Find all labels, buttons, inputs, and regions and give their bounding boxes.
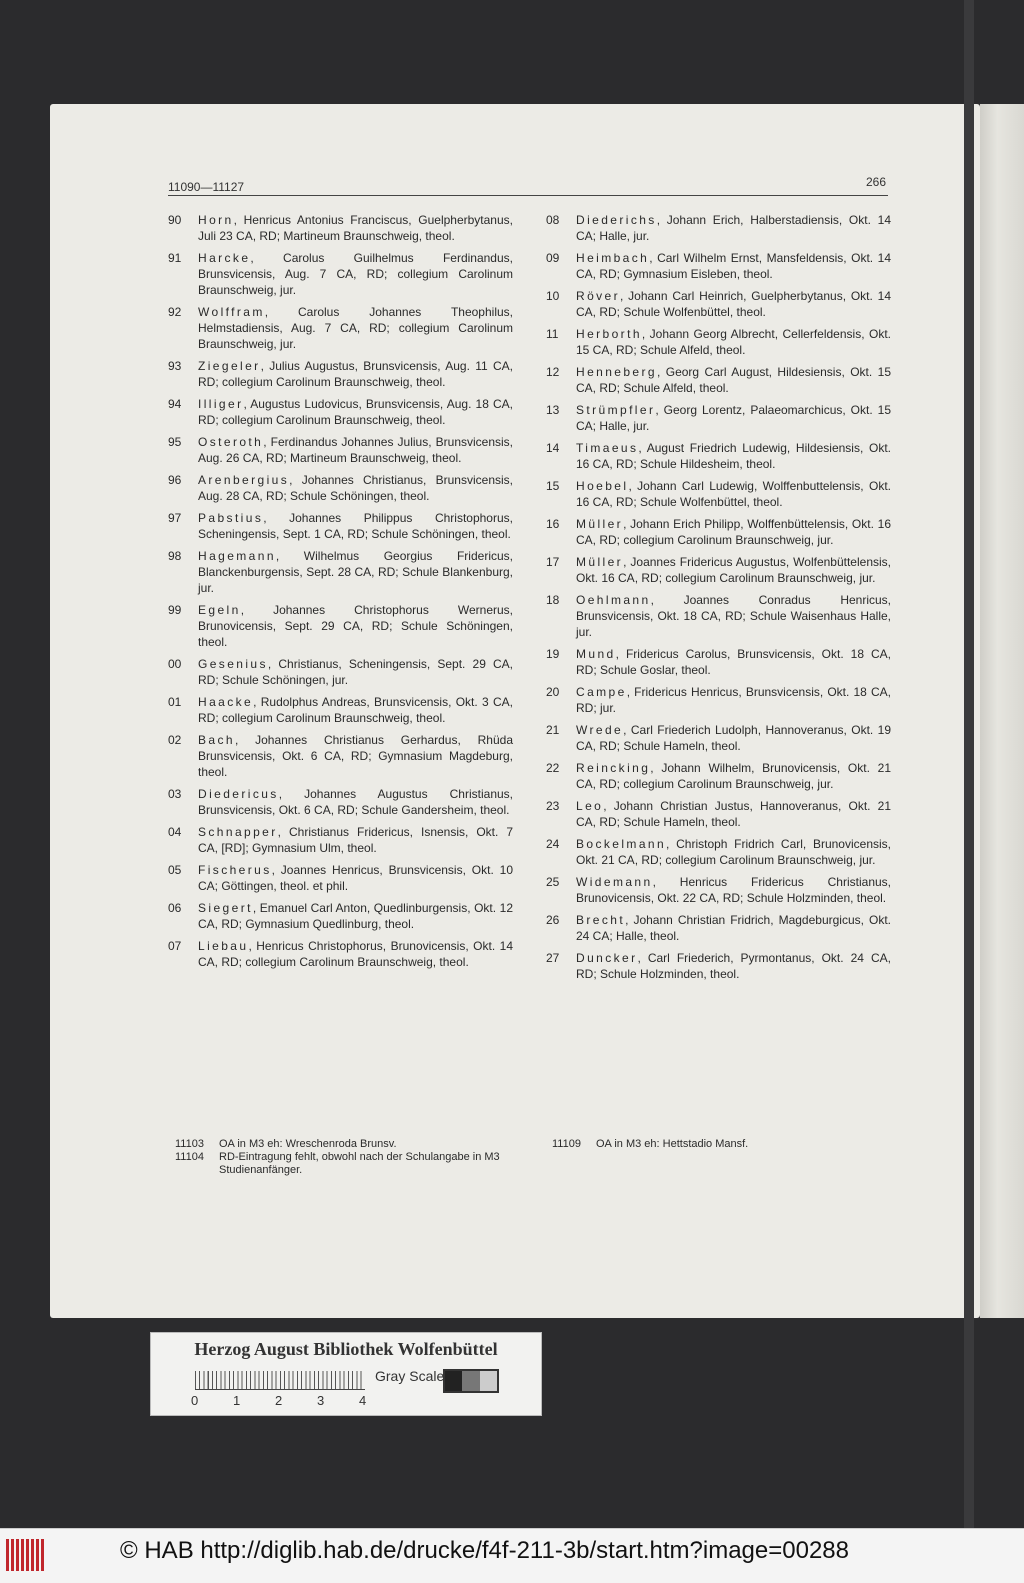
entry-surname: Röver <box>576 289 621 303</box>
matriculation-entry <box>168 212 513 244</box>
entry-surname: Brecht <box>576 913 626 927</box>
entry-number: 04 <box>168 825 182 839</box>
entry-number: 18 <box>546 593 560 607</box>
matriculation-entry <box>546 554 891 586</box>
entry-number: 16 <box>546 517 560 531</box>
gray-scale-swatches <box>443 1369 499 1393</box>
entry-number: 01 <box>168 695 182 709</box>
entry-surname: Widemann <box>576 875 653 889</box>
entry-details: , Fridericus Carolus, Brunsvicensis, Okt. 18 CA, RD; Schule Goslar, theol. <box>576 647 891 677</box>
entry-details: , Christianus Fridericus, Isnensis, Okt. 7 CA, [RD]; Gymnasium Ulm, theol. <box>198 825 513 855</box>
matriculation-entry <box>546 722 891 754</box>
matriculation-entry <box>168 694 513 726</box>
entry-details: , Johann Erich, Halberstadiensis, Okt. 14 CA; Halle, jur. <box>576 213 891 243</box>
entry-number: 21 <box>546 723 560 737</box>
entry-surname: Strümpfler <box>576 403 656 417</box>
matriculation-entry <box>546 478 891 510</box>
matriculation-entry <box>168 862 513 894</box>
matriculation-entry <box>168 900 513 932</box>
entry-surname: Hoebel <box>576 479 629 493</box>
library-title: Herzog August Bibliothek Wolfenbüttel <box>194 1339 498 1359</box>
entry-details: , August Friedrich Ludewig, Hildesiensis, Okt. 16 CA, RD; Schule Hildesheim, theol. <box>576 441 891 471</box>
entry-number: 13 <box>546 403 560 417</box>
gray-swatch <box>480 1371 497 1391</box>
entry-details: , Fridericus Henricus, Brunsvicensis, Okt. 18 CA, RD; jur. <box>576 685 891 715</box>
entry-surname: Horn <box>198 213 234 227</box>
entry-number: 24 <box>546 837 560 851</box>
entry-details: , Henricus Antonius Franciscus, Guelpherbytanus, Juli 23 CA, RD; Martineum Braunschweig, theol. <box>198 213 513 243</box>
entry-number: 19 <box>546 647 560 661</box>
entry-surname: Wrede <box>576 723 624 737</box>
entry-details: , Johann Erich Philipp, Wolffenbüttelensis, Okt. 16 CA, RD; collegium Carolinum Braunschweig, jur. <box>576 517 891 547</box>
entry-surname: Diederichs <box>576 213 657 227</box>
entry-number: 06 <box>168 901 182 915</box>
gray-swatch <box>445 1371 462 1391</box>
matriculation-entry <box>546 950 891 982</box>
entry-details: , Johann Christian Justus, Hannoveranus, Okt. 21 CA, RD; Schule Hameln, theol. <box>576 799 891 829</box>
entry-surname: Duncker <box>576 951 638 965</box>
entry-surname: Ziegeler <box>198 359 261 373</box>
entry-number: 91 <box>168 251 182 265</box>
matriculation-entry <box>546 874 891 906</box>
scan-border <box>964 0 974 1528</box>
entry-details: , Johann Wilhelm, Brunovicensis, Okt. 21 CA, RD; collegium Carolinum Braunschweig, jur. <box>576 761 891 791</box>
entry-details: , Johannes Christianus Gerhardus, Rhüda Brunsvicensis, Okt. 6 CA, RD; Gymnasium Magdeburg, theol. <box>198 733 513 779</box>
entry-number: 27 <box>546 951 560 965</box>
entry-details: , Johann Georg Albrecht, Cellerfeldensis, Okt. 15 CA, RD; Schule Alfeld, theol. <box>576 327 891 357</box>
entry-details: , Julius Augustus, Brunsvicensis, Aug. 11 CA, RD; collegium Carolinum Braunschweig, theol. <box>198 359 513 389</box>
entry-details: , Ferdinandus Johannes Julius, Brunsvicensis, Aug. 26 CA, RD; Martineum Braunschweig, theol. <box>198 435 513 465</box>
entry-surname: Liebau <box>198 939 249 953</box>
entry-surname: Timaeus <box>576 441 639 455</box>
color-target-card <box>150 1332 542 1416</box>
entry-number: 09 <box>546 251 560 265</box>
entry-number: 10 <box>546 289 560 303</box>
ruler-tick-label: 3 <box>317 1393 325 1408</box>
entry-details: , Johann Christian Fridrich, Magdeburgicus, Okt. 24 CA; Halle, theol. <box>576 913 891 943</box>
entry-number: 98 <box>168 549 182 563</box>
entry-surname: Illiger <box>198 397 244 411</box>
entry-range-header: 11090—11127 <box>168 180 245 194</box>
entry-number: 07 <box>168 939 182 953</box>
entry-details: , Johannes Christianus, Brunsvicensis, Aug. 28 CA, RD; Schule Schöningen, theol. <box>198 473 513 503</box>
entry-details: , Carolus Johannes Theophilus, Helmstadiensis, Aug. 7 CA, RD; collegium Carolinum Braunschweig, jur. <box>198 305 513 351</box>
entry-details: , Joannes Henricus, Brunsvicensis, Okt. 10 CA; Göttingen, theol. et phil. <box>198 863 513 893</box>
entry-number: 20 <box>546 685 560 699</box>
page-edge <box>980 104 1024 1318</box>
header-rule <box>168 195 888 196</box>
entry-number: 12 <box>546 365 560 379</box>
entry-details: , Georg Carl August, Hildesiensis, Okt. 15 CA, RD; Schule Alfeld, theol. <box>576 365 891 395</box>
matriculation-entry <box>168 656 513 688</box>
barcode-icon <box>6 1539 46 1571</box>
matriculation-entry <box>546 516 891 548</box>
entry-details: , Johannes Christophorus Wernerus, Brunovicensis, Sept. 29 CA, RD; Schule Schöningen, theol. <box>198 603 513 649</box>
footnote-text: OA in M3 eh: Wreschenroda Brunsv. <box>219 1138 397 1150</box>
entry-number: 92 <box>168 305 182 319</box>
gray-scale-label: Gray Scale <box>375 1368 445 1384</box>
entry-surname: Oehlmann <box>576 593 651 607</box>
footnotes-left <box>175 1138 520 1177</box>
entry-details: , Joannes Conradus Henricus, Brunsvicensis, Okt. 18 CA, RD; Schule Waisenhaus Halle, jur. <box>576 593 891 639</box>
entry-number: 11 <box>546 327 559 341</box>
entry-surname: Müller <box>576 517 624 531</box>
entry-surname: Leo <box>576 799 604 813</box>
entry-surname: Wolffram <box>198 305 265 319</box>
footnotes-right <box>552 1138 897 1151</box>
entry-surname: Gesenius <box>198 657 268 671</box>
ruler-tick-label: 4 <box>359 1393 367 1408</box>
matriculation-entry <box>546 684 891 716</box>
matriculation-entry <box>546 364 891 396</box>
entry-number: 90 <box>168 213 182 227</box>
footnote <box>175 1151 520 1177</box>
footnote-text: OA in M3 eh: Hettstadio Mansf. <box>596 1138 749 1150</box>
matriculation-entry <box>546 646 891 678</box>
matriculation-entry <box>168 732 513 780</box>
matriculation-entry <box>168 510 513 542</box>
entry-details: , Carolus Guilhelmus Ferdinandus, Brunsvicensis, Aug. 7 CA, RD; collegium Carolinum Braunschweig, jur. <box>198 251 513 297</box>
matriculation-entry <box>546 760 891 792</box>
matriculation-entry <box>546 440 891 472</box>
page-number: 266 <box>866 175 887 189</box>
entry-number: 15 <box>546 479 560 493</box>
entry-surname: Herborth <box>576 327 642 341</box>
entry-details: , Henricus Fridericus Christianus, Brunovicensis, Okt. 22 CA, RD; Schule Holzminden, theol. <box>576 875 891 905</box>
matriculation-entry <box>546 402 891 434</box>
footnote <box>552 1138 897 1151</box>
entry-number: 97 <box>168 511 182 525</box>
matriculation-entry <box>546 798 891 830</box>
ruler-tick-label: 0 <box>191 1393 199 1408</box>
gray-swatch <box>462 1371 479 1391</box>
entry-surname: Campe <box>576 685 627 699</box>
entry-number: 05 <box>168 863 182 877</box>
entry-details: , Wilhelmus Georgius Fridericus, Blanckenburgensis, Sept. 28 CA, RD; Schule Blankenburg, jur. <box>198 549 513 595</box>
entry-surname: Bach <box>198 733 235 747</box>
entry-surname: Mund <box>576 647 616 661</box>
entry-details: , Augustus Ludovicus, Brunsvicensis, Aug. 18 CA, RD; collegium Carolinum Braunschweig, theol. <box>198 397 513 427</box>
footnote-number: 11109 <box>552 1138 581 1150</box>
entry-details: , Carl Friederich Ludolph, Hannoveranus, Okt. 19 CA, RD; Schule Hameln, theol. <box>576 723 891 753</box>
matriculation-entry <box>546 836 891 868</box>
matriculation-entry <box>168 548 513 596</box>
entry-details: , Carl Wilhelm Ernst, Mansfeldensis, Okt. 14 CA, RD; Gymnasium Eisleben, theol. <box>576 251 891 281</box>
entry-details: , Joannes Fridericus Augustus, Wolfenbüttelensis, Okt. 16 CA, RD; collegium Carolinum Braunschweig, jur. <box>576 555 891 585</box>
entry-details: , Carl Friederich, Pyrmontanus, Okt. 24 CA, RD; Schule Holzminden, theol. <box>576 951 891 981</box>
entry-details: , Christoph Fridrich Carl, Brunovicensis, Okt. 21 CA, RD; collegium Carolinum Braunschweig, jur. <box>576 837 891 867</box>
matriculation-entry <box>168 824 513 856</box>
matriculation-entry <box>546 592 891 640</box>
footnote-text: RD-Eintragung fehlt, obwohl nach der Schulangabe in M3 Studienanfänger. <box>219 1151 500 1176</box>
entry-surname: Fischerus <box>198 863 272 877</box>
entry-surname: Müller <box>576 555 624 569</box>
matriculation-entry <box>546 250 891 282</box>
entry-surname: Diedericus <box>198 787 279 801</box>
copyright-link[interactable]: © HAB http://diglib.hab.de/drucke/f4f-211-3b/start.htm?image=00288 <box>120 1537 849 1564</box>
entry-surname: Harcke <box>198 251 251 265</box>
matriculation-entry <box>168 250 513 298</box>
entry-surname: Pabstius <box>198 511 264 525</box>
entry-details: , Georg Lorentz, Palaeomarchicus, Okt. 15 CA; Halle, jur. <box>576 403 891 433</box>
matriculation-entry <box>168 786 513 818</box>
entry-number: 25 <box>546 875 560 889</box>
entry-number: 95 <box>168 435 182 449</box>
entry-surname: Reincking <box>576 761 651 775</box>
right-column <box>546 212 891 988</box>
entry-number: 17 <box>546 555 560 569</box>
entry-number: 94 <box>168 397 182 411</box>
footer-bar <box>0 1528 1024 1583</box>
entry-surname: Egeln <box>198 603 241 617</box>
ruler <box>195 1371 365 1390</box>
footnote-number: 11103 <box>175 1138 204 1150</box>
entry-surname: Hagemann <box>198 549 276 563</box>
entry-details: , Rudolphus Andreas, Brunsvicensis, Okt. 3 CA, RD; collegium Carolinum Braunschweig, theol. <box>198 695 513 725</box>
entry-surname: Bockelmann <box>576 837 667 851</box>
matriculation-entry <box>168 434 513 466</box>
matriculation-entry <box>546 288 891 320</box>
matriculation-entry <box>546 326 891 358</box>
entry-details: , Johann Carl Ludewig, Wolffenbuttelensis, Okt. 16 CA, RD; Schule Wolfenbüttel, theol. <box>576 479 891 509</box>
entry-number: 02 <box>168 733 182 747</box>
matriculation-entry <box>168 358 513 390</box>
footnote <box>175 1138 520 1151</box>
matriculation-entry <box>168 396 513 428</box>
entry-surname: Heimbach <box>576 251 650 265</box>
entry-details: , Johannes Augustus Christianus, Brunsvicensis, Okt. 6 CA, RD; Schule Gandersheim, theol. <box>198 787 513 817</box>
entry-surname: Schnapper <box>198 825 278 839</box>
ruler-tick-label: 1 <box>233 1393 241 1408</box>
entry-details: , Johannes Philippus Christophorus, Scheningensis, Sept. 1 CA, RD; Schule Schöningen, theol. <box>198 511 513 541</box>
entry-number: 03 <box>168 787 182 801</box>
entry-surname: Osteroth <box>198 435 264 449</box>
matriculation-entry <box>546 212 891 244</box>
entry-details: , Emanuel Carl Anton, Quedlinburgensis, Okt. 12 CA, RD; Gymnasium Quedlinburg, theol. <box>198 901 513 931</box>
matriculation-entry <box>546 912 891 944</box>
entry-surname: Henneberg <box>576 365 657 379</box>
entry-number: 22 <box>546 761 560 775</box>
matriculation-entry <box>168 304 513 352</box>
matriculation-entry <box>168 472 513 504</box>
entry-surname: Haacke <box>198 695 254 709</box>
entry-number: 14 <box>546 441 560 455</box>
entry-surname: Arenbergius <box>198 473 290 487</box>
entry-number: 93 <box>168 359 182 373</box>
matriculation-entry <box>168 602 513 650</box>
entry-surname: Siegert <box>198 901 253 915</box>
entry-details: , Henricus Christophorus, Brunovicensis, Okt. 14 CA, RD; collegium Carolinum Braunschweig, theol. <box>198 939 513 969</box>
ruler-tick-label: 2 <box>275 1393 283 1408</box>
entry-details: , Johann Carl Heinrich, Guelpherbytanus, Okt. 14 CA, RD; Schule Wolfenbüttel, theol. <box>576 289 891 319</box>
entry-number: 23 <box>546 799 560 813</box>
entry-number: 99 <box>168 603 182 617</box>
left-column <box>168 212 513 976</box>
entry-number: 08 <box>546 213 560 227</box>
entry-number: 00 <box>168 657 182 671</box>
entry-number: 26 <box>546 913 560 927</box>
entry-details: , Christianus, Scheningensis, Sept. 29 CA, RD; Schule Schöningen, jur. <box>198 657 513 687</box>
footnote-number: 11104 <box>175 1151 204 1163</box>
matriculation-entry <box>168 938 513 970</box>
entry-number: 96 <box>168 473 182 487</box>
